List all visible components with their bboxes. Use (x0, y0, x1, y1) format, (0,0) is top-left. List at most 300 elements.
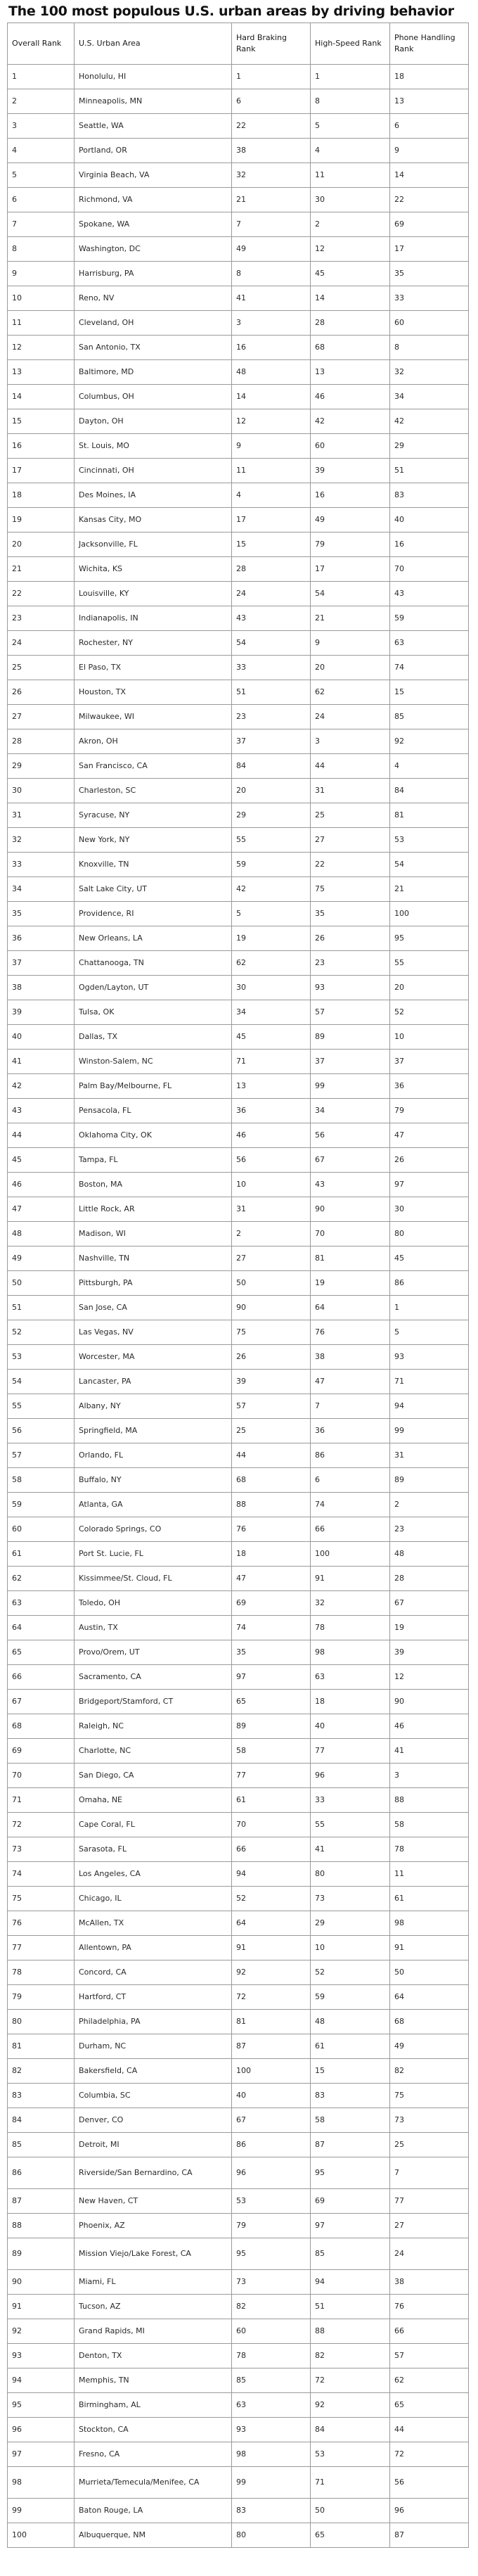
high-speed-rank-cell: 7 (311, 1394, 390, 1419)
high-speed-rank-cell: 92 (311, 2393, 390, 2418)
urban-area-cell: Sarasota, FL (75, 1837, 232, 1862)
overall-rank-cell: 32 (8, 828, 75, 853)
high-speed-rank-cell: 19 (311, 1271, 390, 1296)
overall-rank-cell: 38 (8, 976, 75, 1000)
overall-rank-cell: 40 (8, 1025, 75, 1050)
high-speed-rank-cell: 61 (311, 2034, 390, 2059)
urban-area-cell: Raleigh, NC (75, 1714, 232, 1739)
high-speed-rank-cell: 49 (311, 508, 390, 533)
hard-braking-rank-cell: 84 (232, 754, 311, 779)
overall-rank-cell: 67 (8, 1690, 75, 1714)
table-row (8, 1443, 469, 1468)
overall-rank-cell: 99 (8, 2499, 75, 2523)
table-row (8, 1123, 469, 1148)
phone-handling-rank-cell: 26 (390, 1148, 469, 1173)
phone-handling-rank-cell: 90 (390, 1690, 469, 1714)
high-speed-rank-cell: 68 (311, 336, 390, 360)
high-speed-rank-cell: 23 (311, 951, 390, 976)
table-row (8, 1173, 469, 1197)
overall-rank-cell: 39 (8, 1000, 75, 1025)
phone-handling-rank-cell: 61 (390, 1887, 469, 1911)
hard-braking-rank-cell: 38 (232, 139, 311, 163)
overall-rank-cell: 30 (8, 779, 75, 803)
high-speed-rank-cell: 70 (311, 1222, 390, 1246)
phone-handling-rank-cell: 47 (390, 1123, 469, 1148)
high-speed-rank-cell: 51 (311, 2295, 390, 2319)
urban-area-cell: Mission Viejo/Lake Forest, CA (75, 2238, 232, 2270)
page-title: The 100 most populous U.S. urban areas by driving behavior (8, 4, 454, 19)
table-row (8, 1025, 469, 1050)
phone-handling-rank-cell: 81 (390, 803, 469, 828)
hard-braking-rank-cell: 2 (232, 1222, 311, 1246)
high-speed-rank-cell: 42 (311, 409, 390, 434)
table-row (8, 1936, 469, 1960)
hard-braking-rank-cell: 65 (232, 1690, 311, 1714)
overall-rank-cell: 2 (8, 89, 75, 114)
overall-rank-cell: 27 (8, 705, 75, 729)
table-row (8, 2523, 469, 2548)
high-speed-rank-cell: 50 (311, 2499, 390, 2523)
overall-rank-cell: 59 (8, 1493, 75, 1517)
hard-braking-rank-cell: 90 (232, 1296, 311, 1320)
phone-handling-rank-cell: 86 (390, 1271, 469, 1296)
table-row (8, 459, 469, 483)
urban-area-cell: Bridgeport/Stamford, CT (75, 1690, 232, 1714)
hard-braking-rank-cell: 51 (232, 680, 311, 705)
high-speed-rank-cell: 87 (311, 2133, 390, 2157)
table-row (8, 286, 469, 311)
urban-area-cell: Little Rock, AR (75, 1197, 232, 1222)
hard-braking-rank-cell: 5 (232, 902, 311, 926)
phone-handling-rank-cell: 33 (390, 286, 469, 311)
urban-area-cell: Virginia Beach, VA (75, 163, 232, 188)
phone-handling-rank-cell: 99 (390, 1419, 469, 1443)
urban-area-cell: Harrisburg, PA (75, 262, 232, 286)
high-speed-rank-cell: 78 (311, 1616, 390, 1640)
phone-handling-rank-cell: 24 (390, 2238, 469, 2270)
hard-braking-rank-cell: 32 (232, 163, 311, 188)
overall-rank-cell: 93 (8, 2344, 75, 2368)
overall-rank-cell: 66 (8, 1665, 75, 1690)
phone-handling-rank-cell: 62 (390, 2368, 469, 2393)
high-speed-rank-cell: 24 (311, 705, 390, 729)
hard-braking-rank-cell: 26 (232, 1345, 311, 1370)
overall-rank-cell: 73 (8, 1837, 75, 1862)
high-speed-rank-cell: 66 (311, 1517, 390, 1542)
table-row (8, 385, 469, 409)
hard-braking-rank-cell: 57 (232, 1394, 311, 1419)
table-row (8, 163, 469, 188)
phone-handling-rank-cell: 16 (390, 533, 469, 557)
hard-braking-rank-cell: 8 (232, 262, 311, 286)
overall-rank-cell: 31 (8, 803, 75, 828)
urban-area-cell: Akron, OH (75, 729, 232, 754)
urban-area-cell: Colorado Springs, CO (75, 1517, 232, 1542)
urban-area-cell: Buffalo, NY (75, 1468, 232, 1493)
phone-handling-rank-cell: 85 (390, 705, 469, 729)
high-speed-rank-cell: 91 (311, 1567, 390, 1591)
urban-area-cell: Omaha, NE (75, 1788, 232, 1813)
table-row (8, 2418, 469, 2442)
hard-braking-rank-cell: 70 (232, 1813, 311, 1837)
hard-braking-rank-cell: 92 (232, 1960, 311, 1985)
high-speed-rank-cell: 11 (311, 163, 390, 188)
hard-braking-rank-cell: 53 (232, 2189, 311, 2214)
hard-braking-rank-cell: 55 (232, 828, 311, 853)
table-row (8, 1074, 469, 1099)
hard-braking-rank-cell: 39 (232, 1370, 311, 1394)
high-speed-rank-cell: 6 (311, 1468, 390, 1493)
high-speed-rank-cell: 59 (311, 1985, 390, 2010)
overall-rank-cell: 90 (8, 2270, 75, 2295)
phone-handling-rank-cell: 32 (390, 360, 469, 385)
high-speed-rank-cell: 95 (311, 2157, 390, 2189)
high-speed-rank-cell: 98 (311, 1640, 390, 1665)
hard-braking-rank-cell: 99 (232, 2467, 311, 2499)
urban-area-cell: Provo/Orem, UT (75, 1640, 232, 1665)
hard-braking-rank-cell: 19 (232, 926, 311, 951)
overall-rank-cell: 9 (8, 262, 75, 286)
urban-area-cell: Madison, WI (75, 1222, 232, 1246)
overall-rank-cell: 45 (8, 1148, 75, 1173)
phone-handling-rank-cell: 44 (390, 2418, 469, 2442)
urban-area-cell: Pittsburgh, PA (75, 1271, 232, 1296)
high-speed-rank-cell: 96 (311, 1764, 390, 1788)
high-speed-rank-cell: 9 (311, 631, 390, 656)
header-hard-braking-rank: Hard Braking Rank (232, 23, 311, 65)
phone-handling-rank-cell: 18 (390, 65, 469, 89)
high-speed-rank-cell: 27 (311, 828, 390, 853)
urban-area-cell: Winston-Salem, NC (75, 1050, 232, 1074)
table-row (8, 508, 469, 533)
overall-rank-cell: 87 (8, 2189, 75, 2214)
header-overall-rank: Overall Rank (8, 23, 75, 65)
high-speed-rank-cell: 5 (311, 114, 390, 139)
overall-rank-cell: 46 (8, 1173, 75, 1197)
urban-area-cell: Birmingham, AL (75, 2393, 232, 2418)
high-speed-rank-cell: 13 (311, 360, 390, 385)
high-speed-rank-cell: 65 (311, 2523, 390, 2548)
hard-braking-rank-cell: 80 (232, 2523, 311, 2548)
overall-rank-cell: 11 (8, 311, 75, 336)
overall-rank-cell: 82 (8, 2059, 75, 2084)
overall-rank-cell: 44 (8, 1123, 75, 1148)
table-row (8, 1394, 469, 1419)
urban-area-cell: El Paso, TX (75, 656, 232, 680)
high-speed-rank-cell: 72 (311, 2368, 390, 2393)
hard-braking-rank-cell: 75 (232, 1320, 311, 1345)
hard-braking-rank-cell: 69 (232, 1591, 311, 1616)
phone-handling-rank-cell: 58 (390, 1813, 469, 1837)
phone-handling-rank-cell: 69 (390, 212, 469, 237)
hard-braking-rank-cell: 6 (232, 89, 311, 114)
high-speed-rank-cell: 41 (311, 1837, 390, 1862)
table-row (8, 1050, 469, 1074)
overall-rank-cell: 34 (8, 877, 75, 902)
phone-handling-rank-cell: 74 (390, 656, 469, 680)
table-row (8, 779, 469, 803)
urban-area-cell: Grand Rapids, MI (75, 2319, 232, 2344)
urban-area-cell: Stockton, CA (75, 2418, 232, 2442)
hard-braking-rank-cell: 58 (232, 1739, 311, 1764)
hard-braking-rank-cell: 34 (232, 1000, 311, 1025)
high-speed-rank-cell: 71 (311, 2467, 390, 2499)
urban-area-cell: San Jose, CA (75, 1296, 232, 1320)
overall-rank-cell: 63 (8, 1591, 75, 1616)
phone-handling-rank-cell: 43 (390, 582, 469, 606)
table-row (8, 2059, 469, 2084)
high-speed-rank-cell: 84 (311, 2418, 390, 2442)
phone-handling-rank-cell: 96 (390, 2499, 469, 2523)
overall-rank-cell: 26 (8, 680, 75, 705)
high-speed-rank-cell: 30 (311, 188, 390, 212)
hard-braking-rank-cell: 11 (232, 459, 311, 483)
overall-rank-cell: 69 (8, 1739, 75, 1764)
table-header (8, 23, 469, 65)
table-row (8, 262, 469, 286)
hard-braking-rank-cell: 13 (232, 1074, 311, 1099)
phone-handling-rank-cell: 88 (390, 1788, 469, 1813)
table-row (8, 1788, 469, 1813)
phone-handling-rank-cell: 60 (390, 311, 469, 336)
hard-braking-rank-cell: 61 (232, 1788, 311, 1813)
hard-braking-rank-cell: 76 (232, 1517, 311, 1542)
overall-rank-cell: 13 (8, 360, 75, 385)
phone-handling-rank-cell: 50 (390, 1960, 469, 1985)
high-speed-rank-cell: 16 (311, 483, 390, 508)
overall-rank-cell: 79 (8, 1985, 75, 2010)
phone-handling-rank-cell: 93 (390, 1345, 469, 1370)
overall-rank-cell: 77 (8, 1936, 75, 1960)
table-row (8, 2295, 469, 2319)
phone-handling-rank-cell: 76 (390, 2295, 469, 2319)
phone-handling-rank-cell: 59 (390, 606, 469, 631)
overall-rank-cell: 15 (8, 409, 75, 434)
urban-area-cell: Riverside/San Bernardino, CA (75, 2157, 232, 2189)
overall-rank-cell: 21 (8, 557, 75, 582)
hard-braking-rank-cell: 91 (232, 1936, 311, 1960)
urban-area-cell: Port St. Lucie, FL (75, 1542, 232, 1567)
table-row (8, 1099, 469, 1123)
table-row (8, 1271, 469, 1296)
overall-rank-cell: 84 (8, 2108, 75, 2133)
table-row (8, 1148, 469, 1173)
phone-handling-rank-cell: 94 (390, 1394, 469, 1419)
overall-rank-cell: 85 (8, 2133, 75, 2157)
high-speed-rank-cell: 58 (311, 2108, 390, 2133)
hard-braking-rank-cell: 44 (232, 1443, 311, 1468)
hard-braking-rank-cell: 29 (232, 803, 311, 828)
overall-rank-cell: 16 (8, 434, 75, 459)
phone-handling-rank-cell: 14 (390, 163, 469, 188)
overall-rank-cell: 97 (8, 2442, 75, 2467)
table-row (8, 1222, 469, 1246)
table-row (8, 311, 469, 336)
hard-braking-rank-cell: 4 (232, 483, 311, 508)
urban-area-cell: Tampa, FL (75, 1148, 232, 1173)
table-row (8, 1690, 469, 1714)
hard-braking-rank-cell: 95 (232, 2238, 311, 2270)
table-row (8, 2108, 469, 2133)
hard-braking-rank-cell: 49 (232, 237, 311, 262)
overall-rank-cell: 19 (8, 508, 75, 533)
table-row (8, 2238, 469, 2270)
table-row (8, 1246, 469, 1271)
urban-area-cell: Allentown, PA (75, 1936, 232, 1960)
hard-braking-rank-cell: 41 (232, 286, 311, 311)
hard-braking-rank-cell: 67 (232, 2108, 311, 2133)
high-speed-rank-cell: 1 (311, 65, 390, 89)
overall-rank-cell: 17 (8, 459, 75, 483)
urban-area-cell: Lancaster, PA (75, 1370, 232, 1394)
overall-rank-cell: 36 (8, 926, 75, 951)
table-row (8, 828, 469, 853)
table-row (8, 2319, 469, 2344)
phone-handling-rank-cell: 82 (390, 2059, 469, 2084)
high-speed-rank-cell: 17 (311, 557, 390, 582)
header-row (8, 23, 469, 65)
phone-handling-rank-cell: 89 (390, 1468, 469, 1493)
high-speed-rank-cell: 36 (311, 1419, 390, 1443)
high-speed-rank-cell: 45 (311, 262, 390, 286)
high-speed-rank-cell: 76 (311, 1320, 390, 1345)
hard-braking-rank-cell: 27 (232, 1246, 311, 1271)
table-row (8, 1640, 469, 1665)
phone-handling-rank-cell: 3 (390, 1764, 469, 1788)
high-speed-rank-cell: 26 (311, 926, 390, 951)
table-row (8, 803, 469, 828)
high-speed-rank-cell: 43 (311, 1173, 390, 1197)
phone-handling-rank-cell: 45 (390, 1246, 469, 1271)
overall-rank-cell: 42 (8, 1074, 75, 1099)
phone-handling-rank-cell: 12 (390, 1665, 469, 1690)
overall-rank-cell: 60 (8, 1517, 75, 1542)
phone-handling-rank-cell: 22 (390, 188, 469, 212)
urban-area-cell: Minneapolis, MN (75, 89, 232, 114)
phone-handling-rank-cell: 65 (390, 2393, 469, 2418)
high-speed-rank-cell: 46 (311, 385, 390, 409)
overall-rank-cell: 54 (8, 1370, 75, 1394)
phone-handling-rank-cell: 83 (390, 483, 469, 508)
table-row (8, 237, 469, 262)
urban-area-cell: Memphis, TN (75, 2368, 232, 2393)
high-speed-rank-cell: 69 (311, 2189, 390, 2214)
overall-rank-cell: 52 (8, 1320, 75, 1345)
urban-area-cell: Dallas, TX (75, 1025, 232, 1050)
hard-braking-rank-cell: 52 (232, 1887, 311, 1911)
overall-rank-cell: 94 (8, 2368, 75, 2393)
table-row (8, 434, 469, 459)
overall-rank-cell: 55 (8, 1394, 75, 1419)
phone-handling-rank-cell: 23 (390, 1517, 469, 1542)
hard-braking-rank-cell: 54 (232, 631, 311, 656)
urban-area-cell: Reno, NV (75, 286, 232, 311)
urban-area-cell: Detroit, MI (75, 2133, 232, 2157)
hard-braking-rank-cell: 21 (232, 188, 311, 212)
high-speed-rank-cell: 40 (311, 1714, 390, 1739)
overall-rank-cell: 25 (8, 656, 75, 680)
phone-handling-rank-cell: 52 (390, 1000, 469, 1025)
urban-area-cell: Oklahoma City, OK (75, 1123, 232, 1148)
urban-area-cell: Houston, TX (75, 680, 232, 705)
hard-braking-rank-cell: 3 (232, 311, 311, 336)
hard-braking-rank-cell: 82 (232, 2295, 311, 2319)
urban-area-cell: San Francisco, CA (75, 754, 232, 779)
urban-area-cell: St. Louis, MO (75, 434, 232, 459)
table-row (8, 1542, 469, 1567)
phone-handling-rank-cell: 21 (390, 877, 469, 902)
high-speed-rank-cell: 86 (311, 1443, 390, 1468)
table-row (8, 926, 469, 951)
overall-rank-cell: 29 (8, 754, 75, 779)
table-row (8, 65, 469, 89)
overall-rank-cell: 83 (8, 2084, 75, 2108)
high-speed-rank-cell: 88 (311, 2319, 390, 2344)
hard-braking-rank-cell: 24 (232, 582, 311, 606)
urban-area-cell: Denver, CO (75, 2108, 232, 2133)
table-row (8, 1616, 469, 1640)
hard-braking-rank-cell: 15 (232, 533, 311, 557)
phone-handling-rank-cell: 53 (390, 828, 469, 853)
table-row (8, 2499, 469, 2523)
table-row (8, 1862, 469, 1887)
high-speed-rank-cell: 77 (311, 1739, 390, 1764)
urban-area-cell: Indianapolis, IN (75, 606, 232, 631)
urban-area-cell: Sacramento, CA (75, 1665, 232, 1690)
hard-braking-rank-cell: 28 (232, 557, 311, 582)
table-row (8, 1296, 469, 1320)
urban-area-cell: Kissimmee/St. Cloud, FL (75, 1567, 232, 1591)
overall-rank-cell: 86 (8, 2157, 75, 2189)
hard-braking-rank-cell: 7 (232, 212, 311, 237)
urban-area-cell: Boston, MA (75, 1173, 232, 1197)
hard-braking-rank-cell: 16 (232, 336, 311, 360)
table-row (8, 1837, 469, 1862)
urban-area-cell: Bakersfield, CA (75, 2059, 232, 2084)
overall-rank-cell: 6 (8, 188, 75, 212)
high-speed-rank-cell: 21 (311, 606, 390, 631)
high-speed-rank-cell: 33 (311, 1788, 390, 1813)
urban-area-cell: Tucson, AZ (75, 2295, 232, 2319)
high-speed-rank-cell: 3 (311, 729, 390, 754)
hard-braking-rank-cell: 47 (232, 1567, 311, 1591)
table-row (8, 1764, 469, 1788)
overall-rank-cell: 56 (8, 1419, 75, 1443)
urban-area-cell: Phoenix, AZ (75, 2214, 232, 2238)
overall-rank-cell: 81 (8, 2034, 75, 2059)
hard-braking-rank-cell: 77 (232, 1764, 311, 1788)
hard-braking-rank-cell: 20 (232, 779, 311, 803)
table-row (8, 1320, 469, 1345)
table-row (8, 336, 469, 360)
high-speed-rank-cell: 83 (311, 2084, 390, 2108)
high-speed-rank-cell: 79 (311, 533, 390, 557)
table-row (8, 1887, 469, 1911)
hard-braking-rank-cell: 40 (232, 2084, 311, 2108)
overall-rank-cell: 18 (8, 483, 75, 508)
urban-area-cell: Providence, RI (75, 902, 232, 926)
overall-rank-cell: 41 (8, 1050, 75, 1074)
hard-braking-rank-cell: 74 (232, 1616, 311, 1640)
hard-braking-rank-cell: 56 (232, 1148, 311, 1173)
overall-rank-cell: 23 (8, 606, 75, 631)
urban-area-cell: Milwaukee, WI (75, 705, 232, 729)
table-row (8, 656, 469, 680)
high-speed-rank-cell: 2 (311, 212, 390, 237)
hard-braking-rank-cell: 22 (232, 114, 311, 139)
urban-area-cell: Columbia, SC (75, 2084, 232, 2108)
table-row (8, 1911, 469, 1936)
